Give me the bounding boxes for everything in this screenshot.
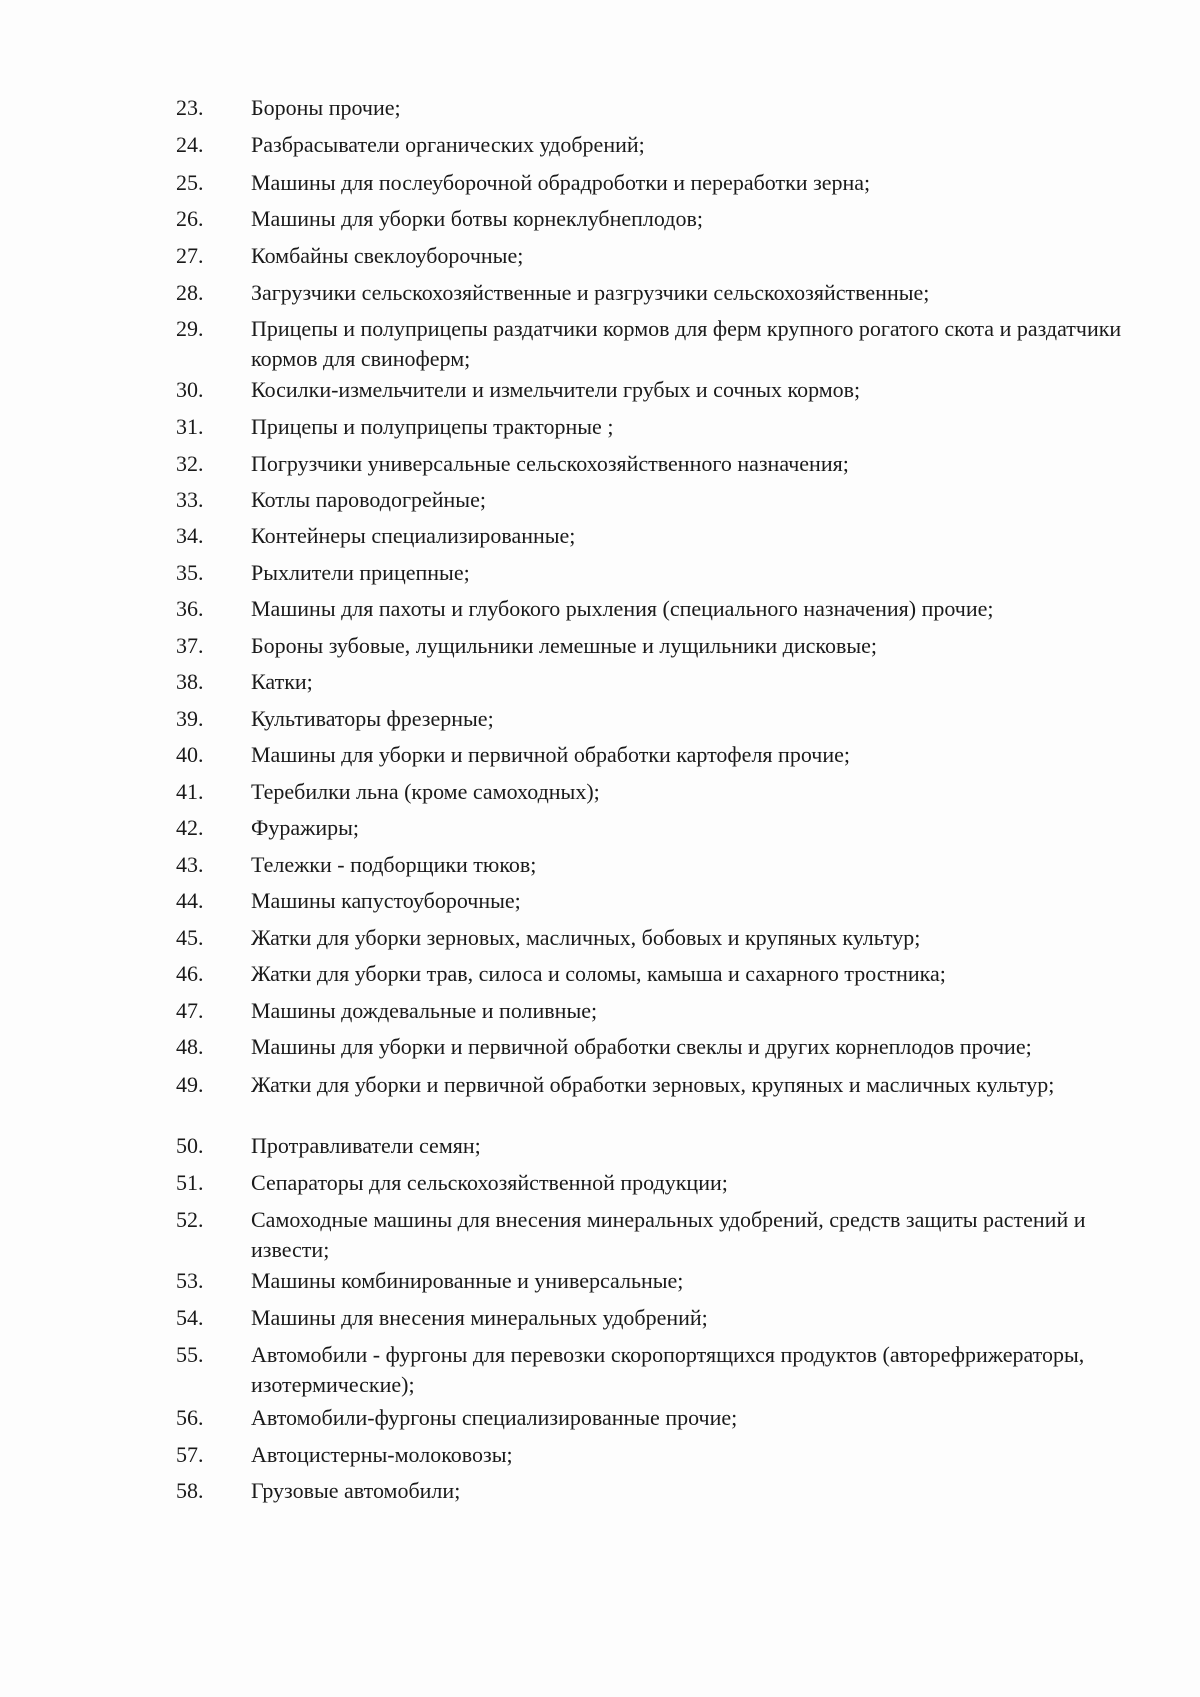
list-item-number: 57. [176, 1442, 204, 1467]
list-item-text: Протравливатели семян; [251, 1133, 481, 1158]
list-item-number: 47. [176, 998, 204, 1023]
list-item-text: Машины комбинированные и универсальные; [251, 1268, 684, 1293]
list-item-text: Рыхлители прицепные; [251, 560, 470, 585]
list-item-number: 36. [176, 596, 204, 621]
list-item-number: 34. [176, 523, 204, 548]
list-item-number: 41. [176, 779, 204, 804]
list-item-number: 33. [176, 487, 204, 512]
list-item-number: 46. [176, 961, 204, 986]
list-item-number: 50. [176, 1133, 204, 1158]
list-item-text: Прицепы и полуприцепы раздатчики кормов для ферм крупного рогатого скота и раздатчики кормов для свиноферм; [251, 316, 1122, 371]
list-item-number: 25. [176, 170, 204, 195]
list-item-text: Автомобили - фургоны для перевозки скоропортящихся продуктов (авторефрижераторы, изотермические); [251, 1342, 1085, 1397]
list-item-number: 55. [176, 1342, 204, 1367]
list-item-text: Жатки для уборки трав, силоса и соломы, камыша и сахарного тростника; [251, 961, 946, 986]
list-item-text: Жатки для уборки и первичной обработки зерновых, крупяных и масличных культур; [251, 1072, 1055, 1097]
list-item-number: 37. [176, 633, 204, 658]
list-item-text: Контейнеры специализированные; [251, 523, 576, 548]
list-item-text: Автомобили-фургоны специализированные прочие; [251, 1405, 738, 1430]
list-item-text: Культиваторы фрезерные; [251, 706, 494, 731]
list-item-text: Машины для пахоты и глубокого рыхления (специального назначения) прочие; [251, 596, 994, 621]
list-item-text: Бороны прочие; [251, 95, 401, 120]
list-item-text: Бороны зубовые, лущильники лемешные и лущильники дисковые; [251, 633, 877, 658]
list-item-text: Сепараторы для сельскохозяйственной продукции; [251, 1170, 728, 1195]
list-item-text: Автоцистерны-молоковозы; [251, 1442, 513, 1467]
list-item-text: Машины для уборки ботвы корнеклубнеплодов; [251, 206, 703, 231]
list-item-number: 58. [176, 1478, 204, 1503]
list-item-number: 45. [176, 925, 204, 950]
list-item-number: 42. [176, 815, 204, 840]
list-item-text: Комбайны свеклоуборочные; [251, 243, 524, 268]
list-item-text: Жатки для уборки зерновых, масличных, бобовых и крупяных культур; [251, 925, 921, 950]
list-item-text: Машины дождевальные и поливные; [251, 998, 598, 1023]
list-item-number: 23. [176, 95, 204, 120]
list-item-number: 40. [176, 742, 204, 767]
list-item-number: 54. [176, 1305, 204, 1330]
list-item-number: 32. [176, 451, 204, 476]
list-item-number: 56. [176, 1405, 204, 1430]
list-item-number: 26. [176, 206, 204, 231]
list-item-text: Теребилки льна (кроме самоходных); [251, 779, 600, 804]
list-item-number: 51. [176, 1170, 204, 1195]
list-item-text: Машины для уборки и первичной обработки картофеля прочие; [251, 742, 850, 767]
list-item-number: 30. [176, 377, 204, 402]
list-item-text: Машины капустоуборочные; [251, 888, 521, 913]
list-item-text: Разбрасыватели органических удобрений; [251, 132, 645, 157]
list-item-number: 52. [176, 1207, 204, 1232]
list-item-number: 24. [176, 132, 204, 157]
list-item-text: Самоходные машины для внесения минеральных удобрений, средств защиты растений и извести; [251, 1207, 1086, 1262]
list-item-text: Котлы пароводогрейные; [251, 487, 486, 512]
list-item-text: Грузовые автомобили; [251, 1478, 461, 1503]
list-item-number: 27. [176, 243, 204, 268]
list-item-number: 39. [176, 706, 204, 731]
list-item-text: Тележки - подборщики тюков; [251, 852, 537, 877]
list-item-text: Катки; [251, 669, 313, 694]
list-item-text: Машины для послеуборочной обрадроботки и переработки зерна; [251, 170, 871, 195]
list-item-number: 53. [176, 1268, 204, 1293]
list-item-number: 35. [176, 560, 204, 585]
list-item-text: Косилки-измельчители и измельчители грубых и сочных кормов; [251, 377, 861, 402]
list-item-text: Машины для уборки и первичной обработки свеклы и других корнеплодов прочие; [251, 1034, 1032, 1059]
list-item-text: Загрузчики сельскохозяйственные и разгрузчики сельскохозяйственные; [251, 280, 930, 305]
list-item-number: 48. [176, 1034, 204, 1059]
list-item-text: Машины для внесения минеральных удобрений; [251, 1305, 708, 1330]
list-item-number: 28. [176, 280, 204, 305]
list-item-text: Прицепы и полуприцепы тракторные ; [251, 414, 614, 439]
list-item-text: Фуражиры; [251, 815, 360, 840]
list-item-number: 31. [176, 414, 204, 439]
list-item-text: Погрузчики универсальные сельскохозяйственного назначения; [251, 451, 849, 476]
list-item-number: 44. [176, 888, 204, 913]
list-item-number: 49. [176, 1072, 204, 1097]
list-item-number: 43. [176, 852, 204, 877]
list-item-number: 38. [176, 669, 204, 694]
list-item-number: 29. [176, 316, 204, 341]
